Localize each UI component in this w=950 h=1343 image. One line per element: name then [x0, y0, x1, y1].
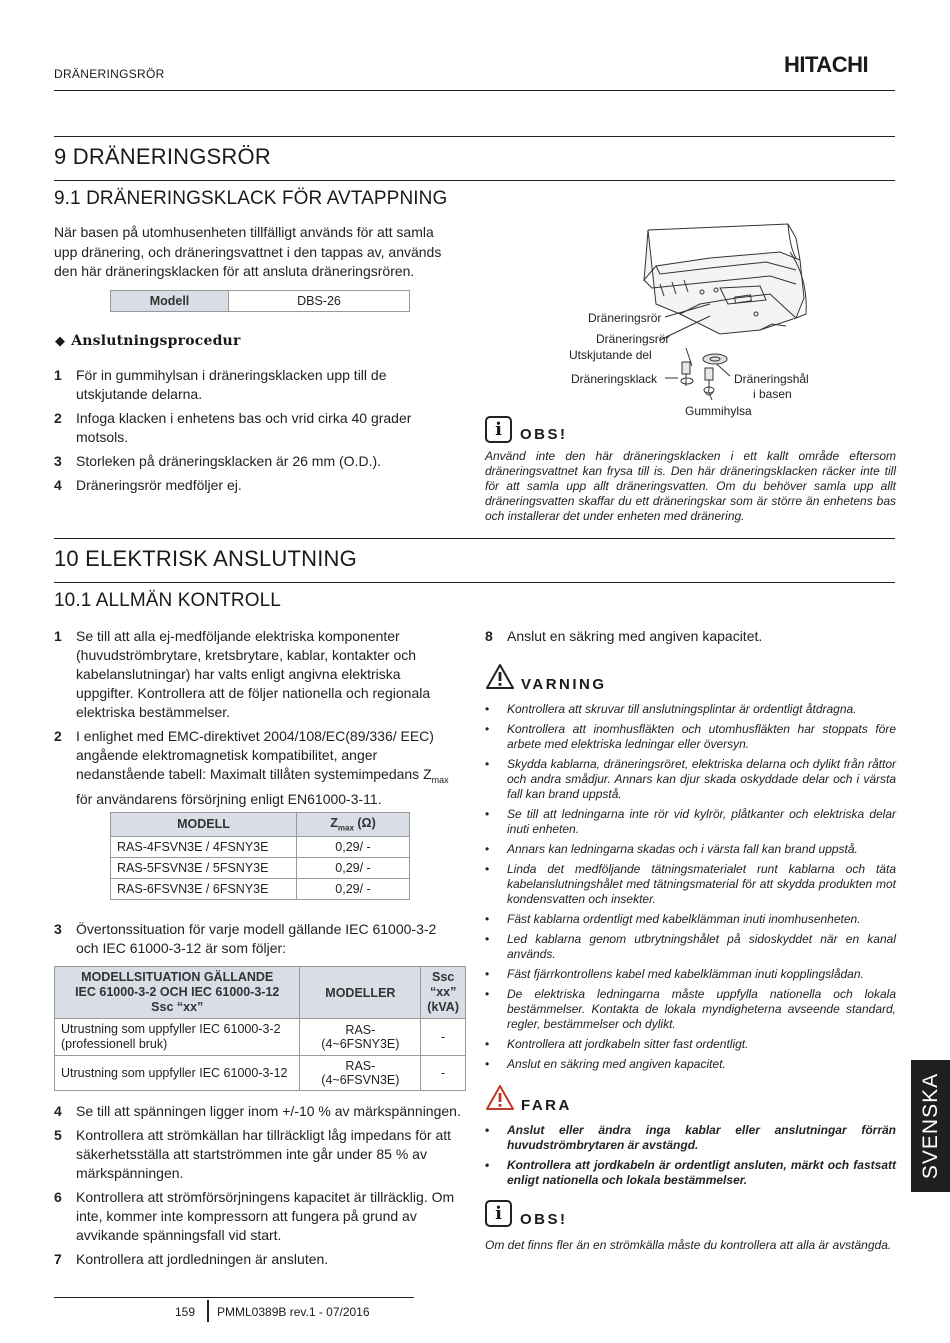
list-item: • Annars kan ledningarna skadas och i värsta fall kan brand uppstå.	[485, 842, 896, 857]
label-drain-hole-2: i basen	[753, 387, 792, 401]
warning-list	[485, 702, 896, 1077]
general-check-item-1: 1 Se till att alla ej-medföljande elektriska komponenter (huvudströmbrytare, kretsbrytare, kablar, kontakter och kabelanslutningar) har valts enligt angivna elektriska uppgifter. Kontrollera att de följer nationella och regionala elektriska bestämmelser.	[54, 628, 431, 720]
warning-triangle-icon	[485, 663, 515, 690]
section-10-title: 10 ELEKTRISK ANSLUTNING	[54, 546, 357, 571]
table-row: Utrustning som uppfyller IEC 61000-3-2 (professionell bruk) RAS-(4~6FSNY3E) -	[55, 1019, 466, 1056]
info-icon: i	[485, 1200, 512, 1227]
label-drain-hole-1: Dräneringshål	[734, 372, 809, 386]
table-row: RAS-4FSVN3E / 4FSNY3E 0,29/ -	[111, 836, 410, 857]
note-text: Använd inte den här dräneringsklacken i ett kallt område eftersom dräneringsvattnet kan frysa till is. Den här dräneringsklacken räcker inte till för att samla upp allt dräneringsvatten. Om du behöver samla upp allt dräneringsvatten skaffar du ett dräneringskar som är större än enhetens bas och installerar det under enheten med dränering.	[485, 449, 896, 523]
list-item: • Skydda kablarna, dräneringsröret, elektriska delarna och dylikt från råttor och andra smådjur. Annars kan djur skada oskyddade delar och i värsta fall kan brand uppstå.	[485, 757, 896, 802]
zmax-col-model: MODELL	[111, 813, 297, 837]
procedure-title: Anslutningsprocedur	[71, 333, 241, 349]
table-row: RAS-5FSVN3E / 5FSNY3E 0,29/ -	[111, 857, 410, 878]
list-item: • Anslut en säkring med angiven kapacitet.	[485, 1057, 896, 1072]
procedure-steps	[54, 366, 459, 500]
diamond-bullet-icon: ◆	[55, 333, 66, 348]
table-row: RAS-6FSVN3E / 6FSNY3E 0,29/ -	[111, 878, 410, 899]
zmax-table	[110, 812, 410, 900]
danger-triangle-icon	[485, 1084, 515, 1111]
list-item: 1 För in gummihylsan i dräneringsklacken upp till de utskjutande delarna.	[54, 367, 387, 402]
list-item: • Se till att ledningarna inte rör vid kylrör, plåtkanter och elektriska delar inuti enheten.	[485, 807, 896, 837]
list-item: 5 Kontrollera att strömkällan har tillräckligt låg impedans för att säkerhetsställa att startströmmen inte går under 85 % av märkspänningen.	[54, 1127, 452, 1181]
danger-list	[485, 1123, 896, 1193]
note-2-title: OBS!	[520, 1211, 568, 1228]
general-check-item-8: 8 Anslut en säkring med angiven kapacitet.	[485, 628, 763, 644]
header-rule	[54, 90, 895, 91]
info-icon: i	[485, 416, 512, 443]
section-9-title: 9 DRÄNERINGSRÖR	[54, 144, 271, 169]
list-item: • Linda det medföljande tätningsmaterialet runt kablarna och täta kabelanslutningshålet med tätningsmaterial för att skydda produkten mot kondensvatten och insekter.	[485, 862, 896, 907]
section-rule	[54, 538, 895, 539]
model-table-value: DBS-26	[229, 291, 410, 312]
list-item: • De elektriska ledningarna måste uppfylla nationella och lokala bestämmelser. Kontakta de lokala myndigheterna avseende standard, regler, bestämmelser och dylikt.	[485, 987, 896, 1032]
list-item: 4 Dräneringsrör medföljer ej.	[54, 477, 242, 493]
subsection-10-1-title: 10.1 ALLMÄN KONTROLL	[54, 590, 281, 611]
warning-title: VARNING	[521, 676, 607, 693]
section-rule	[54, 180, 895, 181]
table-row: Utrustning som uppfyller IEC 61000-3-12 RAS-(4~6FSVN3E) -	[55, 1056, 466, 1091]
list-item: 7 Kontrollera att jordledningen är ansluten.	[54, 1251, 329, 1267]
language-side-tab: SVENSKA	[911, 1060, 950, 1192]
subsection-9-1-title: 9.1 DRÄNERINGSKLACK FÖR AVTAPPNING	[54, 188, 448, 209]
note-title: OBS!	[520, 426, 568, 443]
list-item: • Led kablarna genom utbrytningshålet på sidoskyddet när en kanal används.	[485, 932, 896, 962]
procedure-heading	[55, 332, 241, 349]
zmax-col-z: $Z_{max}$ (Ω)	[297, 813, 410, 837]
general-check-items-4-7	[54, 1102, 462, 1274]
page-number: 159	[175, 1305, 196, 1319]
list-item: 6 Kontrollera att strömförsörjningens kapacitet är tillräcklig. Om inte, kommer inte kompressorn att fungera på grund av avvikande spänningsfall vid start.	[54, 1189, 455, 1243]
label-protruding-part: Utskjutande del	[569, 348, 652, 362]
section-rule	[54, 136, 895, 137]
ssc-col-ssc: Ssc “xx” (kVA)	[421, 967, 466, 1019]
label-drain-pipe: Dräneringsrör	[596, 332, 670, 346]
list-item: 4 Se till att spänningen ligger inom +/-10 % av märkspänningen.	[54, 1103, 461, 1119]
footer-rule	[54, 1297, 414, 1298]
section-rule	[54, 582, 895, 583]
label-drain-pipe-top: Dräneringsrör	[588, 311, 662, 325]
list-item: • Anslut eller ändra inga kablar eller anslutningar förrän huvudströmbrytaren är avstängd.	[485, 1123, 896, 1153]
ssc-table	[54, 966, 466, 1091]
list-item: 3 Storleken på dräneringsklacken är 26 mm (O.D.).	[54, 453, 382, 469]
footer-divider	[207, 1300, 209, 1322]
list-item: • Kontrollera att jordkabeln är ordentligt ansluten, märkt och fastsatt enligt nationella och lokala bestämmelser.	[485, 1158, 896, 1188]
list-item: 2 Infoga klacken i enhetens bas och vrid cirka 40 grader motsols.	[54, 410, 412, 445]
model-table	[110, 290, 410, 312]
general-check-item-2: 2 I enlighet med EMC-direktivet 2004/108/EC(89/336/ EEC) angående elektromagnetisk kompatibilitet, anger nedanstående tabell: Maximalt tillåten systemimpedans $Z_{max}$ för användarens försörjning enligt EN61000-3-11.	[54, 728, 449, 807]
label-drain-boss: Dräneringsklack	[571, 372, 658, 386]
list-item: • Kontrollera att inomhusfläkten och utomhusfläkten har stoppats före arbete med elektriska ledningar eller översyn.	[485, 722, 896, 752]
hitachi-logo: HITACHI	[784, 52, 869, 77]
intro-paragraph: När basen på utomhusenheten tillfälligt används för att samla upp dränering, och dräneringsvattnet i den tappas av, används den här dräneringsklacken för att ansluta dräneringsrören.	[54, 224, 442, 279]
list-item: • Fäst kablarna ordentligt med kabelklämman inuti inomhusenheten.	[485, 912, 896, 927]
general-check-item-3: 3 Övertonssituation för varje modell gällande IEC 61000-3-2 och IEC 61000-3-12 är som följer:	[54, 921, 437, 956]
model-table-label: Modell	[111, 291, 229, 312]
ssc-col-situation: MODELLSITUATION GÄLLANDE IEC 61000-3-2 OCH IEC 61000-3-12 Ssc “xx”	[55, 967, 300, 1019]
list-item: • Fäst fjärrkontrollens kabel med kabelklämman inuti kopplingslådan.	[485, 967, 896, 982]
document-code: PMML0389B rev.1 - 07/2016	[217, 1305, 370, 1319]
list-item: • Kontrollera att jordkabeln sitter fast ordentligt.	[485, 1037, 896, 1052]
ssc-col-models: MODELLER	[300, 967, 421, 1019]
running-header: DRÄNERINGSRÖR	[54, 67, 165, 81]
label-rubber-cap: Gummihylsa	[685, 404, 752, 418]
danger-title: FARA	[521, 1097, 572, 1114]
list-item: • Kontrollera att skruvar till anslutningsplintar är ordentligt åtdragna.	[485, 702, 896, 717]
note-2-text: Om det finns fler än en strömkälla måste du kontrollera att alla är avstängda.	[485, 1238, 892, 1252]
